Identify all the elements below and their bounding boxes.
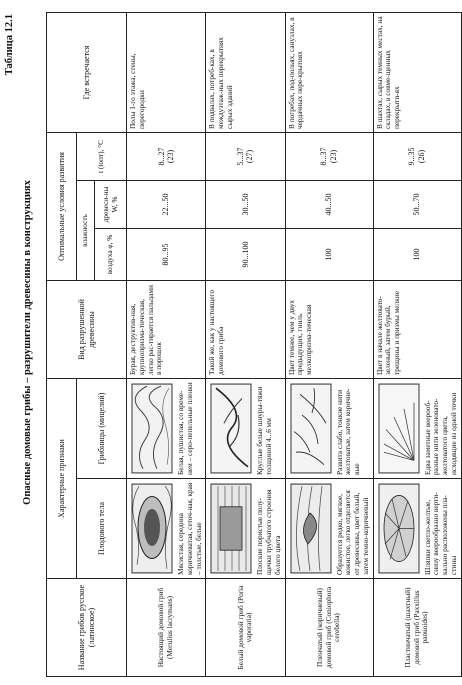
temperature-cell (373, 132, 461, 180)
where-text: Полы 1-го этажа, стены, перегородки (127, 12, 206, 132)
temperature-optimum: (27) (245, 149, 255, 164)
where-text: В шахтах, сырых темных местах, на складах, в совме-щенных перекрыти-ях (373, 12, 461, 132)
mycelium-cell (373, 378, 461, 478)
fruit-body-sketch (376, 482, 422, 575)
fruit-body-cell (285, 479, 373, 579)
decay-text: Такой же, как у настоящего домового гриба (206, 280, 285, 378)
wood-humidity-value: 40...50 (285, 180, 373, 228)
table-caption: Опасные домовые грибы – разрушители древесины в конструкциях (22, 180, 33, 505)
header-mycelium: Грибницы (мицелий) (77, 378, 127, 478)
fruit-body-text: Плоские пористые полу-щечки трубчатого строения белого цвета (255, 489, 282, 575)
table-row (285, 12, 373, 676)
temperature-optimum: (23) (329, 149, 338, 164)
decay-text: Цвет темнее, чем у двух предыдущих, гниль мелкопризма-тическая (285, 280, 373, 378)
mycelium-text: Круглые белые шнуры-тяжи толщиной 4...6 мм (255, 386, 273, 475)
temperature-range: 8...27 (156, 147, 166, 166)
decay-text: Бурая, деструктив-ная, крупнопризма-тическая, легко рас-тирается пальцами в порошок (127, 280, 206, 378)
mycelium-text: Белая, пушистая, со време-нем – серо-пепельные пленки (176, 382, 194, 475)
air-humidity-value: 80...95 (127, 228, 206, 280)
header-name: Название грибов русское (латинское) (47, 579, 127, 677)
fruit-body-sketch (208, 482, 254, 575)
temperature-range: 5...37 (235, 147, 245, 166)
mycelium-sketch (376, 382, 422, 475)
temperature-range: 8...37 (319, 147, 329, 166)
fungus-name: Пластинчатый (шахтный) домовой гриб (Paxxillus panuoides) (373, 579, 461, 677)
fungi-table (46, 12, 462, 677)
temperature-cell (285, 132, 373, 180)
fruit-body-text: Образуется редко, мягкое, кожистое, легко отделяется от древесины, цвет белый, затем темно-коричневый (334, 490, 370, 575)
mycelium-text: Развита слабо, тонкие нити желтоватые, затем коричне-вые (334, 388, 361, 475)
air-humidity-value: 100 (285, 228, 373, 280)
fruit-body-text: Шляпки светло-желтые, снизу веерообразно верти-кально расположены пла-стины (422, 492, 458, 575)
mycelium-cell (127, 378, 206, 478)
where-text: В погребах, под-польях, санузлах, в чердачных пере-крытиях (285, 12, 373, 132)
temperature-optimum: (23) (166, 149, 176, 164)
mycelium-text: Едва заметные веерооб-разные нити зеленовато-желтоватого цвета, исходящие из одной точки (422, 392, 458, 475)
fruit-body-sketch (288, 482, 334, 575)
decay-text: Цвет в начале желтовато-зеленый, затем бурый, трещины и призмы мелкие (373, 280, 461, 378)
fungus-name: Пленчатый (коричневый) домовой гриб (Coniophora cerebella) (285, 579, 373, 677)
fruit-body-text: Мясистая, середина коричневатая, сеточ-ная, края – толстые, белые (176, 482, 203, 575)
fruit-body-cell (206, 479, 285, 579)
temperature-cell (127, 132, 206, 180)
temperature-range: 9...35 (407, 147, 417, 166)
header-decay: Вид разрушенной древесины (47, 280, 127, 378)
fruit-body-cell (127, 479, 206, 579)
wood-humidity-value: 22...50 (127, 180, 206, 228)
temperature-optimum: (26) (417, 149, 426, 164)
fruit-body-cell (373, 479, 461, 579)
table-row (127, 12, 206, 676)
header-humidity: влажность (77, 180, 95, 280)
header-wood-humidity: древеси-ны W, % (95, 180, 127, 228)
header-temperature: t (tопт), °С (77, 132, 127, 180)
header-fruit-body: Плодового тела (77, 479, 127, 579)
table-row (373, 12, 461, 676)
wood-humidity-value: 30...50 (206, 180, 285, 228)
table-label: Таблица 12.1 (4, 14, 15, 76)
mycelium-cell (206, 378, 285, 478)
fruit-body-sketch (129, 482, 175, 575)
mycelium-cell (285, 378, 373, 478)
mycelium-sketch (208, 382, 254, 475)
air-humidity-value: 90...100 (206, 228, 285, 280)
table-row (206, 12, 285, 676)
fungus-name: Белый домовой гриб (Poria vaporaria) (206, 579, 285, 677)
wood-humidity-value: 50...70 (373, 180, 461, 228)
mycelium-sketch (129, 382, 175, 475)
fungus-name: Настоящий домовой гриб (Merulius lacrymans) (127, 579, 206, 677)
temperature-cell (206, 132, 285, 180)
header-air-humidity: воздуха φ, % (95, 228, 127, 280)
where-text: В подвалах, потреб-ках, в междуэтаж-ных перекрытиях сырых зданий (206, 12, 285, 132)
mycelium-sketch (288, 382, 334, 475)
header-conditions: Оптимальные условия развития (47, 132, 77, 280)
air-humidity-value: 100 (373, 228, 461, 280)
header-features: Характерные признаки (47, 378, 77, 578)
header-where: Где встречается (47, 12, 127, 132)
